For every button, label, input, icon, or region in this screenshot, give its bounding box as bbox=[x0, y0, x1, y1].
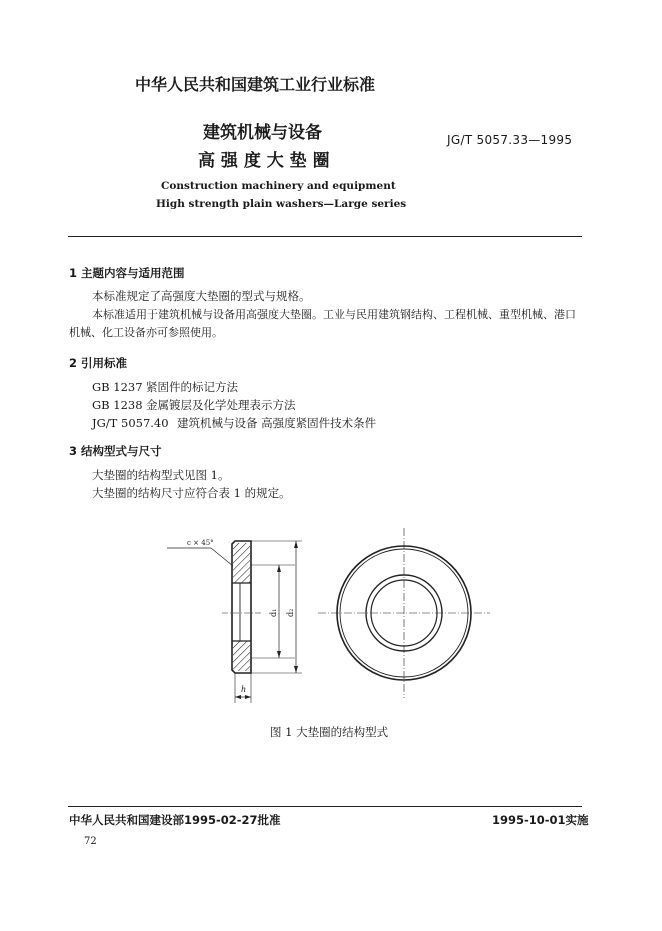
chamfer-label: c × 45° bbox=[187, 539, 214, 547]
reference-title: 建筑机械与设备 高强度紧固件技术条件 bbox=[177, 416, 377, 430]
title-line-1: 建筑机械与设备 bbox=[203, 123, 322, 143]
title-line-2: 高 强 度 大 垫 圈 bbox=[198, 151, 330, 171]
washer-drawing bbox=[0, 520, 662, 740]
plan-view bbox=[318, 528, 490, 698]
section-view bbox=[167, 541, 302, 703]
figure-caption: 图 1 大垫圈的结构型式 bbox=[270, 725, 389, 739]
d2-label: d₂ bbox=[286, 608, 295, 617]
section-1-heading: 1 主题内容与适用范围 bbox=[69, 266, 185, 280]
section-1-para-1: 本标准规定了高强度大垫圈的型式与规格。 bbox=[92, 289, 311, 303]
standard-number: JG/T 5057.33—1995 bbox=[447, 133, 573, 147]
d1-label: d₁ bbox=[269, 608, 278, 617]
english-title-line-2: High strength plain washers—Large series bbox=[156, 198, 407, 210]
section-3-para-1: 大垫圈的结构型式见图 1。 bbox=[92, 468, 230, 482]
reference-code: GB 1237 bbox=[92, 380, 143, 394]
english-title-line-1: Construction machinery and equipment bbox=[161, 180, 396, 192]
approval-text: 中华人民共和国建设部1995-02-27批准 bbox=[69, 813, 281, 827]
reference-title: 金属镀层及化学处理表示方法 bbox=[146, 398, 296, 412]
reference-title: 紧固件的标记方法 bbox=[146, 380, 238, 394]
section-2-heading: 2 引用标准 bbox=[69, 356, 128, 370]
h-label: h bbox=[241, 685, 247, 694]
footer-divider bbox=[68, 806, 582, 807]
page-number: 72 bbox=[84, 836, 97, 847]
reference-code: GB 1238 bbox=[92, 398, 143, 412]
effective-date: 1995-10-01实施 bbox=[492, 813, 589, 827]
header-divider bbox=[68, 236, 582, 237]
section-3-para-2: 大垫圈的结构尺寸应符合表 1 的规定。 bbox=[92, 486, 291, 500]
issuing-org: 中华人民共和国建筑工业行业标准 bbox=[135, 75, 376, 94]
section-3-heading: 3 结构型式与尺寸 bbox=[69, 444, 162, 458]
section-1-para-2-line-2: 机械、化工设备亦可参照使用。 bbox=[69, 326, 223, 339]
reference-code: JG/T 5057.40 bbox=[92, 416, 169, 430]
section-1-para-2-line-1: 本标准适用于建筑机械与设备用高强度大垫圈。工业与民用建筑钢结构、工程机械、重型机械、港口 bbox=[92, 308, 576, 321]
